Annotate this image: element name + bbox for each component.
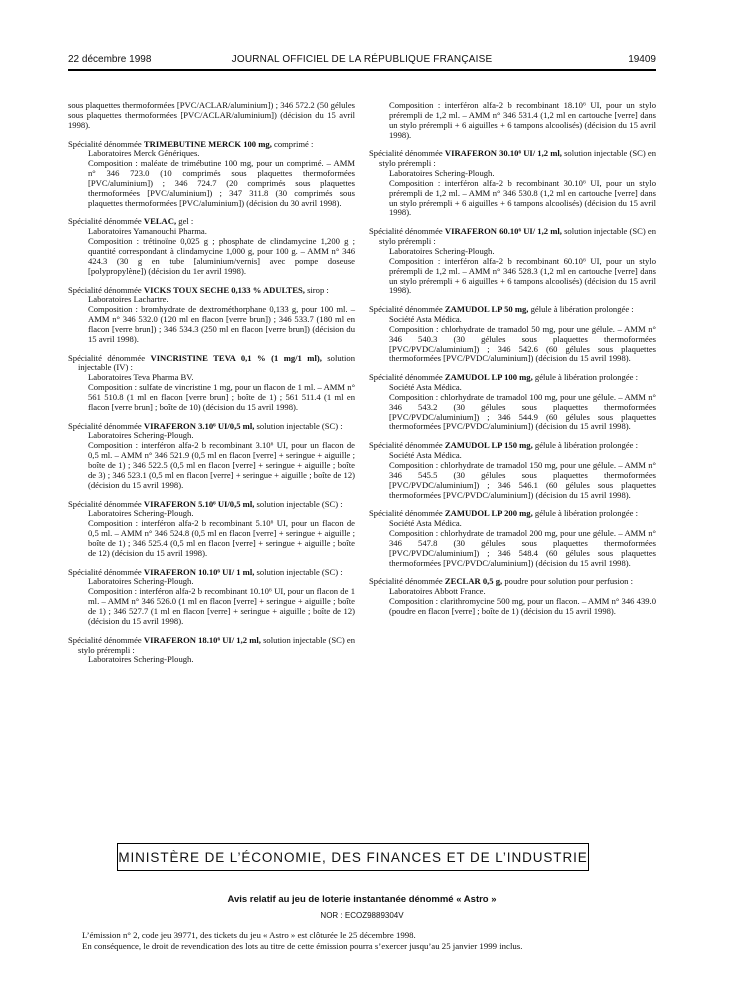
laboratory: Laboratoires Schering-Plough.	[389, 168, 495, 179]
laboratory: Laboratoires Schering-Plough.	[88, 654, 194, 665]
specialty-entry	[68, 286, 355, 345]
laboratory: Société Asta Médica.	[389, 518, 462, 529]
composition: sous plaquettes thermoformées [PVC/ACLAR/aluminium]) ; 346 572.2 (50 gélules sous plaquettes thermoformées [PVC/ACLAR/aluminium]) (décision du 15 avril 1998).	[68, 100, 355, 130]
specialty-name: ZAMUDOL LP 200 mg,	[444, 508, 533, 519]
specialty-entry	[68, 354, 355, 413]
specialty-prefix: Spécialité dénommée	[369, 508, 445, 519]
specialty-entry	[68, 140, 355, 209]
specialty-form: comprimé :	[271, 138, 314, 149]
specialty-entry	[369, 101, 656, 140]
specialty-prefix: Spécialité dénommée	[68, 138, 144, 149]
specialty-name: VIRAFERON 10.10⁶ UI/ 1 ml,	[143, 566, 255, 577]
page-header	[68, 54, 656, 68]
specialty-entry	[68, 636, 355, 666]
specialty-form: gel :	[176, 216, 194, 227]
specialty-entry	[369, 373, 656, 432]
notice-nor: NOR : ECOZ9889304V	[320, 911, 404, 920]
notice-paragraph: L’émission n° 2, code jeu 39771, des tickets du jeu « Astro » est clôturée le 25 décembre 1998.	[82, 930, 416, 940]
laboratory: Laboratoires Merck Génériques.	[88, 148, 200, 159]
composition: Composition : interféron alfa-2 b recombinant 5.10⁶ UI, pour un flacon de 0,5 ml. – AMM n° 346 524.8 (0,5 ml en flacon [verre] + seringue + aiguille ; boîte de 1) ; 346 525.4 (0,5 ml en flacon [verre] + seringue + aiguille ; boîte de 12) (décision du 15 avril 1998).	[88, 518, 355, 558]
specialty-prefix: Spécialité dénommée	[68, 352, 151, 363]
left-column	[68, 101, 355, 674]
specialty-form: solution injectable (SC) en stylo prérempli :	[379, 226, 656, 247]
specialty-prefix: Spécialité dénommée	[369, 576, 445, 587]
specialty-entry	[68, 101, 355, 131]
composition: Composition : chlorhydrate de tramadol 150 mg, pour une gélule. – AMM n° 346 545.5 (30 gélules sous plaquettes thermoformées [PVC/PVDC/aluminium]) ; 346 546.1 (60 gélules sous plaquettes thermoformées [PVC/PVDC/aluminium]) (décision du 15 avril 1998).	[389, 460, 656, 500]
specialty-prefix: Spécialité dénommée	[68, 284, 144, 295]
laboratory: Laboratoires Schering-Plough.	[88, 430, 194, 441]
laboratory: Laboratoires Abbott France.	[389, 586, 486, 597]
specialty-prefix: Spécialité dénommée	[369, 304, 445, 315]
laboratory: Laboratoires Schering-Plough.	[88, 576, 194, 587]
specialty-entry	[369, 149, 656, 218]
specialty-form: solution injectable (SC) :	[254, 498, 343, 509]
specialty-prefix: Spécialité dénommée	[68, 216, 144, 227]
header-date: 22 décembre 1998	[68, 54, 152, 65]
notice-paragraph: En conséquence, le droit de revendication des lots au titre de cette émission pourra s’exercer jusqu’au 25 janvier 1999 inclus.	[82, 941, 523, 951]
specialty-entry	[68, 500, 355, 559]
composition: Composition : interféron alfa-2 b recombinant 30.10⁶ UI, pour un stylo prérempli de 1,2 ml. – AMM n° 346 530.8 (1,2 ml en cartouche [verre] dans un stylo prérempli + 6 aiguilles + 6 tampons alcoolisés) (décision du 15 avril 1998).	[389, 177, 656, 218]
composition: Composition : trétinoïne 0,025 g ; phosphate de clindamycine 1,200 g ; quantité correspondant à clindamycine 1,000 g, pour 100 g. – AMM n° 346 424.3 (30 g en tube [aluminium/vernis] avec pompe doseuse [polypropylène]) (décision du 1er avril 1998).	[88, 236, 355, 276]
composition: Composition : maléate de trimébutine 100 mg, pour un comprimé. – AMM n° 346 723.0 (10 comprimés sous plaquettes thermoformées [PVC/aluminium]) ; 346 724.7 (20 comprimés sous plaquettes thermoformées [PVC/aluminium]) ; 347 311.8 (30 comprimés sous plaquettes thermoformées [PVC/aluminium]) (décision du 30 avril 1998).	[88, 158, 355, 208]
specialty-form: gélule à libération prolongée :	[532, 440, 638, 451]
specialty-heading	[369, 149, 656, 169]
laboratory: Laboratoires Yamanouchi Pharma.	[88, 226, 207, 237]
specialty-name: ZAMUDOL LP 50 mg,	[444, 304, 529, 315]
page-number: 19409	[628, 54, 656, 65]
specialty-form: gélule à libération prolongée :	[532, 508, 638, 519]
journal-title: JOURNAL OFFICIEL DE LA RÉPUBLIQUE FRANÇAISE	[231, 54, 493, 65]
header-rule	[68, 69, 656, 71]
laboratory: Société Asta Médica.	[389, 450, 462, 461]
specialty-name: VIRAFERON 3.10⁶ UI/0,5 ml,	[143, 420, 255, 431]
specialty-name: ZAMUDOL LP 100 mg,	[444, 372, 533, 383]
notice-title: Avis relatif au jeu de loterie instantanée dénommé « Astro »	[227, 894, 497, 905]
ministry-banner: MINISTÈRE DE L’ÉCONOMIE, DES FINANCES ET DE L’INDUSTRIE	[117, 843, 589, 871]
specialty-name: VIRAFERON 5.10⁶ UI/0,5 ml,	[143, 498, 255, 509]
specialty-form: gélule à libération prolongée :	[528, 304, 634, 315]
composition: Composition : interféron alfa-2 b recombinant 10.10⁶ UI, pour un flacon de 1 ml. – AMM n° 346 526.0 (1 ml en flacon [verre] + seringue + aiguille ; boîte de 1) ; 346 527.7 (1 ml en flacon [verre] + seringue + aiguille ; boîte de 12) (décision du 15 avril 1998).	[88, 586, 355, 626]
specialty-prefix: Spécialité dénommée	[369, 440, 445, 451]
specialty-name: VIRAFERON 18.10⁶ UI/ 1,2 ml,	[143, 634, 261, 645]
composition: Composition : interféron alfa-2 b recombinant 60.10⁶ UI, pour un stylo prérempli de 1,2 ml. – AMM n° 346 528.3 (1,2 ml en cartouche [verre] dans un stylo prérempli + 6 aiguilles + 6 tampons alcoolisés) (décision du 15 avril 1998).	[389, 255, 656, 296]
composition: Composition : interféron alfa-2 b recombinant 3.10⁶ UI, pour un flacon de 0,5 ml. – AMM n° 346 521.9 (0,5 ml en flacon [verre] + seringue + aiguille ; boîte de 1) ; 346 522.5 (0,5 ml en flacon [verre] + seringue + aiguille ; boîte de 3) ; 346 523.1 (0,5 ml en flacon [verre] + seringue + aiguille ; boîte de 12) (décision du 15 avril 1998).	[88, 440, 355, 490]
composition: Composition : sulfate de vincristine 1 mg, pour un flacon de 1 ml. – AMM n° 561 510.8 (1 ml en flacon [verre brun] ; boîte de 1) ; 561 511.4 (1 ml en flacon [verre brun] ; boîte de 10) (décision du 15 avril 1998).	[88, 382, 355, 412]
specialty-form: solution injectable (SC) :	[254, 420, 343, 431]
specialty-heading	[68, 354, 355, 374]
specialty-prefix: Spécialité dénommée	[68, 498, 144, 509]
specialty-name: TRIMEBUTINE MERCK 100 mg,	[143, 138, 272, 149]
specialty-prefix: Spécialité dénommée	[68, 420, 144, 431]
specialty-entry	[369, 509, 656, 568]
specialty-name: VIRAFERON 60.10⁶ UI/ 1,2 ml,	[444, 226, 562, 237]
laboratory: Laboratoires Lachartre.	[88, 294, 169, 305]
specialty-prefix: Spécialité dénommée	[369, 148, 445, 159]
specialty-entry	[68, 568, 355, 627]
specialty-form: solution injectable (SC) :	[254, 566, 343, 577]
specialty-prefix: Spécialité dénommée	[369, 372, 445, 383]
specialty-name: VICKS TOUX SECHE 0,133 % ADULTES,	[143, 284, 305, 295]
laboratory: Société Asta Médica.	[389, 314, 462, 325]
specialty-form: gélule à libération prolongée :	[532, 372, 638, 383]
specialty-heading	[68, 636, 355, 656]
specialty-name: ZAMUDOL LP 150 mg,	[444, 440, 533, 451]
specialty-heading	[369, 227, 656, 247]
specialty-name: VELAC,	[143, 216, 177, 227]
specialty-form: solution injectable (SC) en stylo prérempli :	[78, 634, 355, 655]
specialty-entry	[68, 217, 355, 276]
composition: Composition : clarithromycine 500 mg, pour un flacon. – AMM n° 346 439.0 (poudre en flacon [verre] ; boîte de 1) (décision du 15 avril 1998).	[389, 596, 656, 616]
specialty-prefix: Spécialité dénommée	[369, 226, 445, 237]
specialty-form: poudre pour solution pour perfusion :	[502, 576, 634, 587]
specialty-entry	[369, 227, 656, 296]
specialty-name: VINCRISTINE TEVA 0,1 % (1 mg/1 ml),	[150, 352, 322, 363]
specialty-name: ZECLAR 0,5 g,	[444, 576, 503, 587]
composition: Composition : chlorhydrate de tramadol 200 mg, pour une gélule. – AMM n° 346 547.8 (30 gélules sous plaquettes thermoformées [PVC/PVDC/aluminium]) ; 346 548.4 (60 gélules sous plaquettes thermoformées [PVC/PVDC/aluminium]) (décision du 15 avril 1998).	[389, 528, 656, 568]
composition: Composition : chlorhydrate de tramadol 100 mg, pour une gélule. – AMM n° 346 543.2 (30 gélules sous plaquettes thermoformées [PVC/PVDC/aluminium]) ; 346 544.9 (60 gélules sous plaquettes thermoformées [PVC/PVDC/aluminium]) (décision du 15 avril 1998).	[389, 391, 656, 432]
specialty-entry	[68, 422, 355, 491]
composition: Composition : interféron alfa-2 b recombinant 18.10⁶ UI, pour un stylo prérempli de 1,2 ml. – AMM n° 346 531.4 (1,2 ml en cartouche [verre] dans un stylo prérempli + 6 aiguilles + 6 tampons alcoolisés) (décision du 15 avril 1998).	[389, 100, 656, 140]
laboratory: Laboratoires Teva Pharma BV.	[88, 372, 194, 383]
specialty-form: sirop :	[304, 284, 329, 295]
laboratory: Laboratoires Schering-Plough.	[389, 245, 495, 256]
laboratory: Laboratoires Schering-Plough.	[88, 508, 194, 519]
specialty-entry	[369, 577, 656, 616]
specialty-prefix: Spécialité dénommée	[68, 634, 144, 645]
specialty-entry	[369, 305, 656, 364]
specialty-name: VIRAFERON 30.10⁶ UI/ 1,2 ml,	[444, 148, 562, 159]
composition: Composition : bromhydrate de dextrométhorphane 0,133 g, pour 100 ml. – AMM n° 346 532.0 (120 ml en flacon [verre brun]) ; 346 533.7 (180 ml en flacon [verre brun]) ; 346 534.3 (250 ml en flacon [verre brun]) (décision du 15 avril 1998).	[88, 304, 355, 344]
specialty-form: solution injectable (IV) :	[78, 352, 356, 373]
specialty-form: solution injectable (SC) en stylo prérempli :	[379, 148, 656, 169]
specialty-prefix: Spécialité dénommée	[68, 566, 144, 577]
right-column	[369, 101, 656, 626]
composition: Composition : chlorhydrate de tramadol 50 mg, pour une gélule. – AMM n° 346 540.3 (30 gélules sous plaquettes thermoformées [PVC/PVDC/aluminium]) ; 346 542.6 (60 gélules sous plaquettes thermoformées [PVC/PVDC/aluminium]) (décision du 15 avril 1998).	[389, 323, 656, 364]
specialty-entry	[369, 441, 656, 500]
laboratory: Société Asta Médica.	[389, 382, 462, 393]
